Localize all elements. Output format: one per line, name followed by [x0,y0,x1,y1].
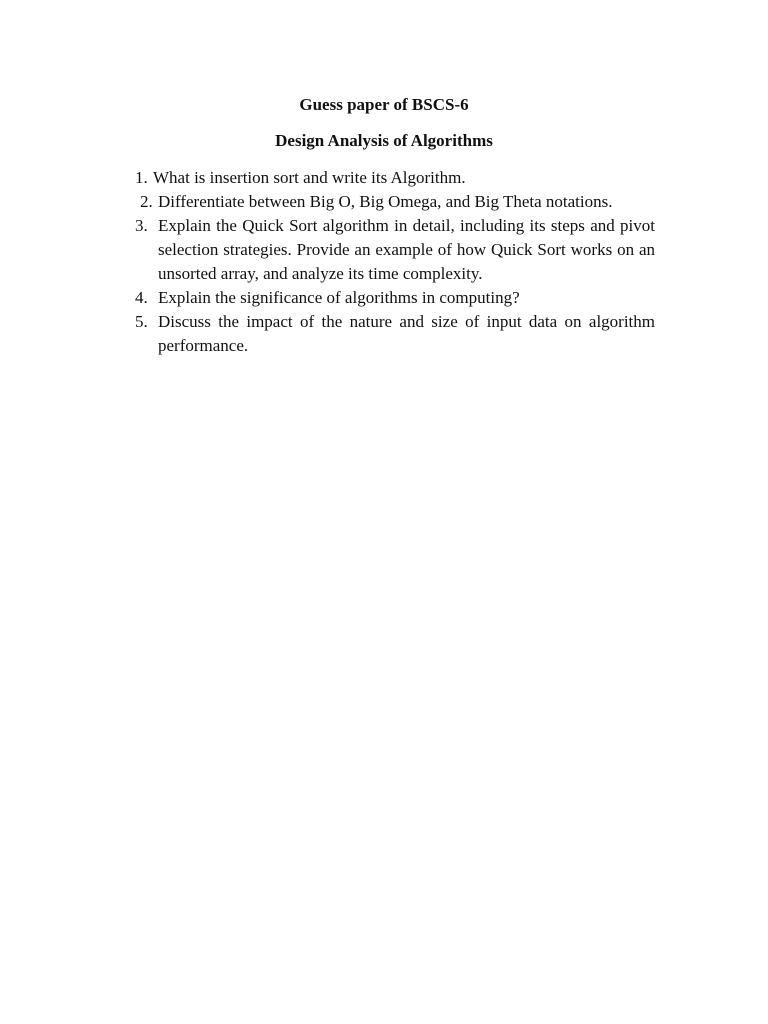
question-number: 1. [135,168,148,187]
question-text: Explain the Quick Sort algorithm in detail, including its steps and pivot selection strategies. Provide an example of how Quick Sort works on an unsorted array, and analyze its time complexity. [158,216,655,283]
question-text: What is insertion sort and write its Algorithm. [153,168,466,187]
question-number: 3. [135,216,148,235]
page-title: Guess paper of BSCS-6 [299,95,469,114]
question-list [0,166,768,358]
question-text: Explain the significance of algorithms in computing? [158,288,520,307]
list-item [0,190,768,214]
question-text: Differentiate between Big O, Big Omega, and Big Theta notations. [158,192,613,211]
page-subtitle: Design Analysis of Algorithms [275,131,493,150]
list-item [0,286,768,310]
question-number: 2. [140,192,153,211]
question-text: Discuss the impact of the nature and size of input data on algorithm performance. [158,312,655,355]
list-item [0,214,768,286]
question-number: 5. [135,312,148,331]
list-item [0,310,768,358]
question-number: 4. [135,288,148,307]
list-item [0,166,768,190]
